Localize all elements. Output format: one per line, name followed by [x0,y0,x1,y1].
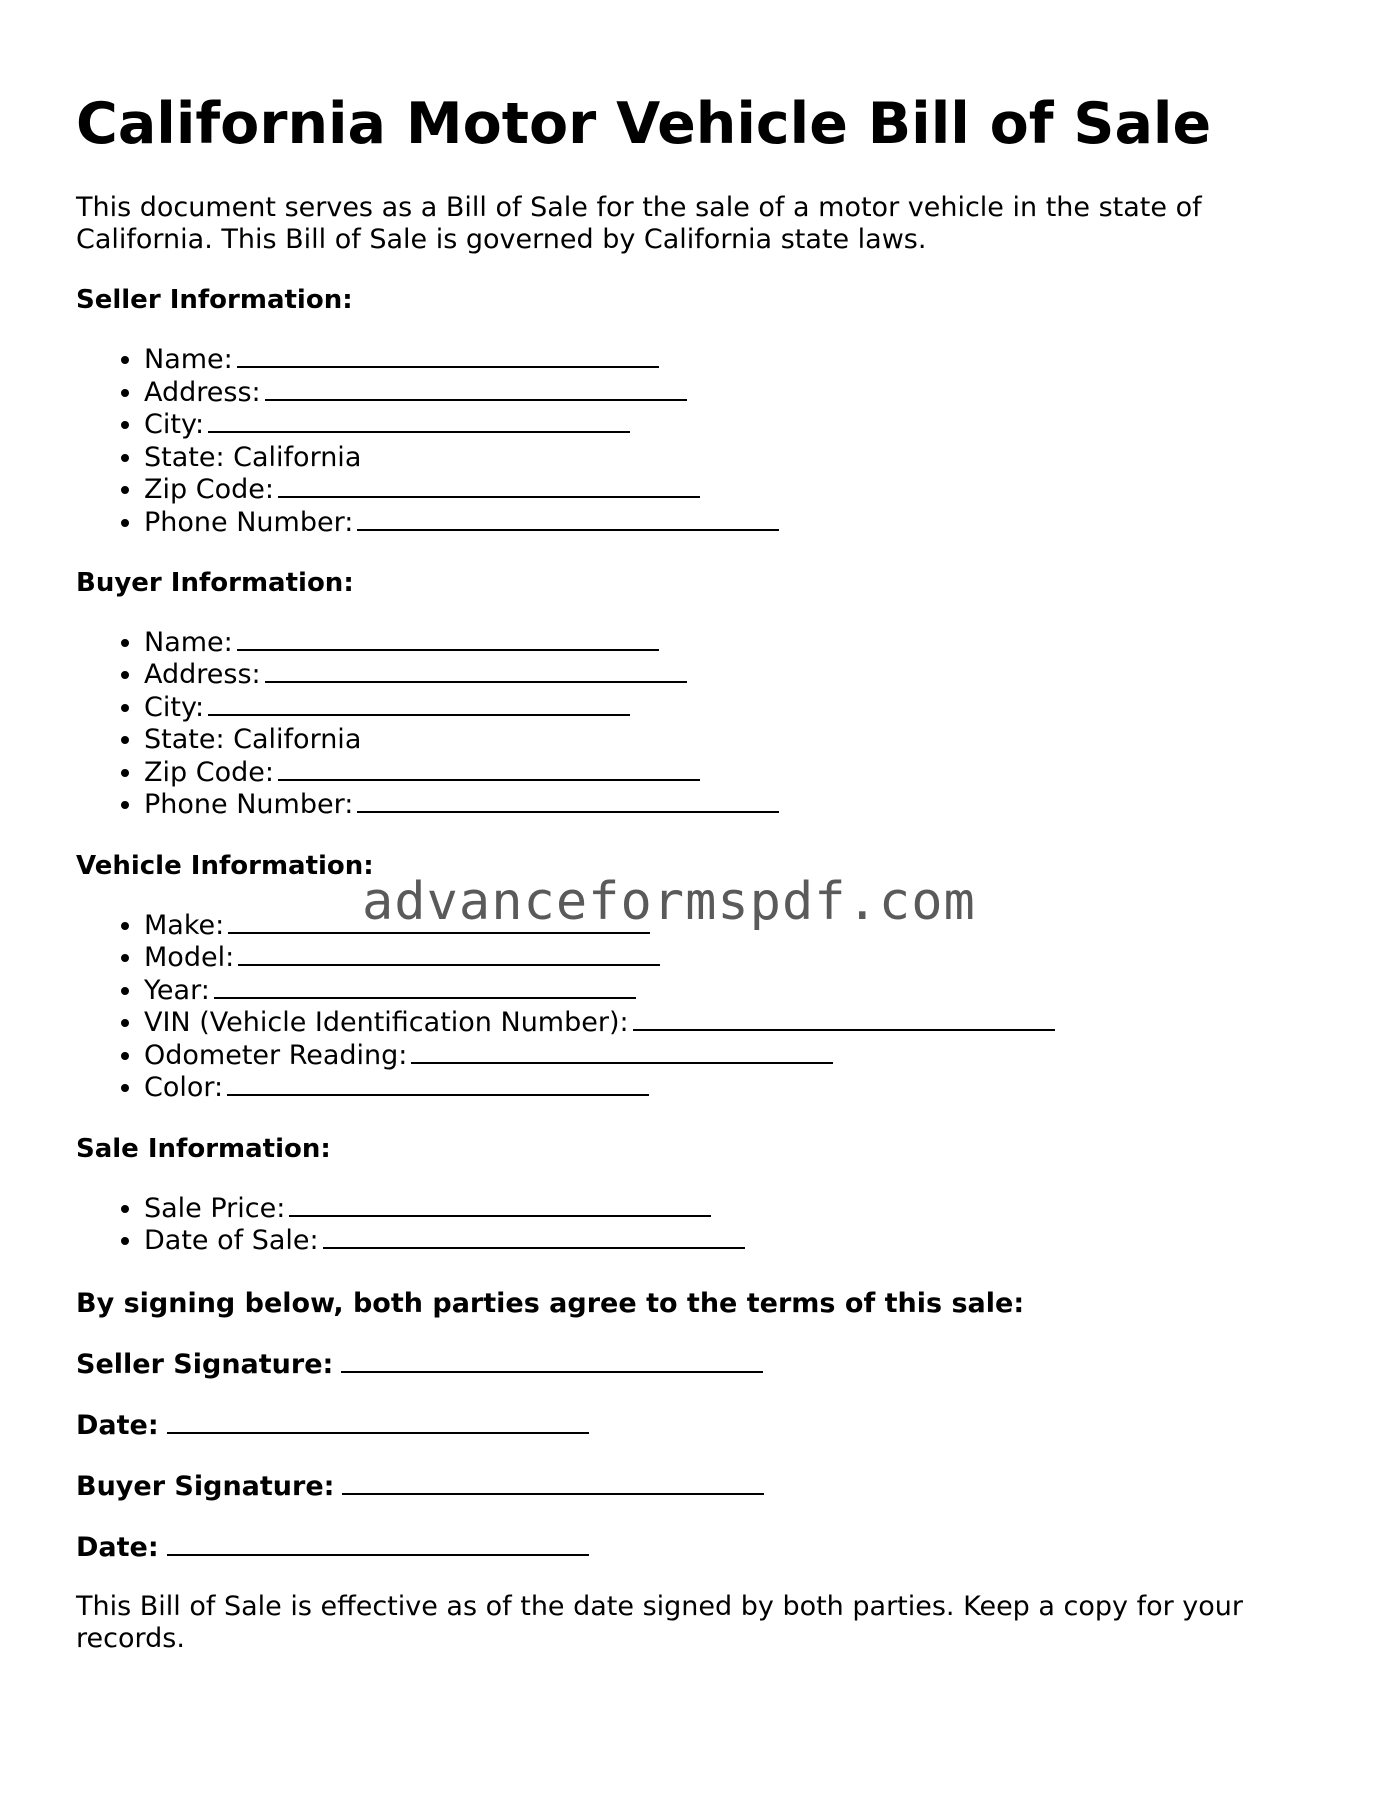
buyer-date-blank[interactable] [167,1532,589,1556]
agreement-statement: By signing below, both parties agree to the terms of this sale: [76,1287,1025,1319]
seller-date-row [76,1410,1326,1441]
field-label: Phone Number: [144,506,354,538]
buyer-signature-row [76,1471,1326,1502]
buyer-zip-blank[interactable] [278,757,700,781]
vehicle-vin-item [144,1007,1326,1040]
field-label: Name: [144,344,233,376]
watermark: advanceformspdf.com [362,872,976,932]
seller-signature-label: Seller Signature: [76,1348,334,1380]
buyer-field-list [76,627,1326,822]
buyer-city-blank[interactable] [208,692,630,716]
intro-paragraph: This document serves as a Bill of Sale for the sale of a motor vehicle in the state of California. This Bill of Sale is governed by California state laws. [76,191,1202,255]
seller-city-item [144,409,1326,442]
seller-zip-item [144,474,1326,507]
buyer-zip-item [144,757,1326,790]
buyer-date-label: Date: [76,1531,159,1563]
field-label: Year: [144,974,210,1006]
sale-price-blank[interactable] [289,1193,711,1217]
buyer-address-blank[interactable] [265,659,687,683]
buyer-heading: Buyer Information: [76,568,354,599]
vehicle-odometer-blank[interactable] [411,1040,833,1064]
field-label: Name: [144,626,233,658]
seller-heading: Seller Information: [76,285,353,316]
sale-heading: Sale Information: [76,1133,331,1164]
seller-field-list [76,344,1326,539]
sale-date-item [144,1225,1326,1258]
field-label: City: [144,691,205,723]
buyer-name-item [144,627,1326,660]
buyer-phone-blank[interactable] [357,789,779,813]
field-label: State: California [144,724,362,756]
field-label: Sale Price: [144,1192,286,1224]
seller-phone-blank[interactable] [357,507,779,531]
vehicle-year-item [144,975,1326,1008]
buyer-address-item [144,659,1326,692]
seller-signature-blank[interactable] [341,1349,763,1373]
field-label: VIN (Vehicle Identification Number): [144,1007,629,1039]
buyer-signature-label: Buyer Signature: [76,1470,335,1502]
vehicle-year-blank[interactable] [214,975,636,999]
field-label: Address: [144,659,261,691]
vehicle-odometer-item [144,1040,1326,1073]
field-label: Odometer Reading: [144,1039,408,1071]
seller-address-item [144,377,1326,410]
closing-paragraph: This Bill of Sale is effective as of the date signed by both parties. Keep a copy for your records. [76,1590,1244,1654]
seller-signature-row [76,1349,1326,1380]
vehicle-color-item [144,1072,1326,1105]
buyer-phone-item [144,789,1326,822]
field-label: Make: [144,909,225,941]
field-label: Color: [144,1072,224,1104]
field-label: Address: [144,376,261,408]
buyer-state-item [144,724,1326,757]
vehicle-model-item [144,942,1326,975]
vehicle-heading: Vehicle Information: [76,850,374,881]
seller-address-blank[interactable] [265,377,687,401]
vehicle-field-list [76,910,1326,1105]
seller-city-blank[interactable] [208,409,630,433]
buyer-date-row [76,1532,1326,1563]
seller-date-label: Date: [76,1409,159,1441]
seller-zip-blank[interactable] [278,474,700,498]
field-label: Zip Code: [144,756,274,788]
field-label: City: [144,409,205,441]
field-label: State: California [144,441,362,473]
seller-name-blank[interactable] [237,344,659,368]
vehicle-model-blank[interactable] [238,942,660,966]
field-label: Zip Code: [144,474,274,506]
seller-state-item [144,442,1326,475]
sale-price-item [144,1193,1326,1226]
field-label: Phone Number: [144,789,354,821]
seller-date-blank[interactable] [167,1410,589,1434]
field-label: Date of Sale: [144,1225,319,1257]
buyer-city-item [144,692,1326,725]
sale-date-blank[interactable] [323,1225,745,1249]
document-title: California Motor Vehicle Bill of Sale [76,91,1212,157]
vehicle-vin-blank[interactable] [633,1007,1055,1031]
sale-field-list [76,1193,1326,1258]
vehicle-color-blank[interactable] [227,1072,649,1096]
field-label: Model: [144,942,235,974]
seller-phone-item [144,507,1326,540]
buyer-signature-blank[interactable] [342,1471,764,1495]
seller-name-item [144,344,1326,377]
buyer-name-blank[interactable] [237,627,659,651]
